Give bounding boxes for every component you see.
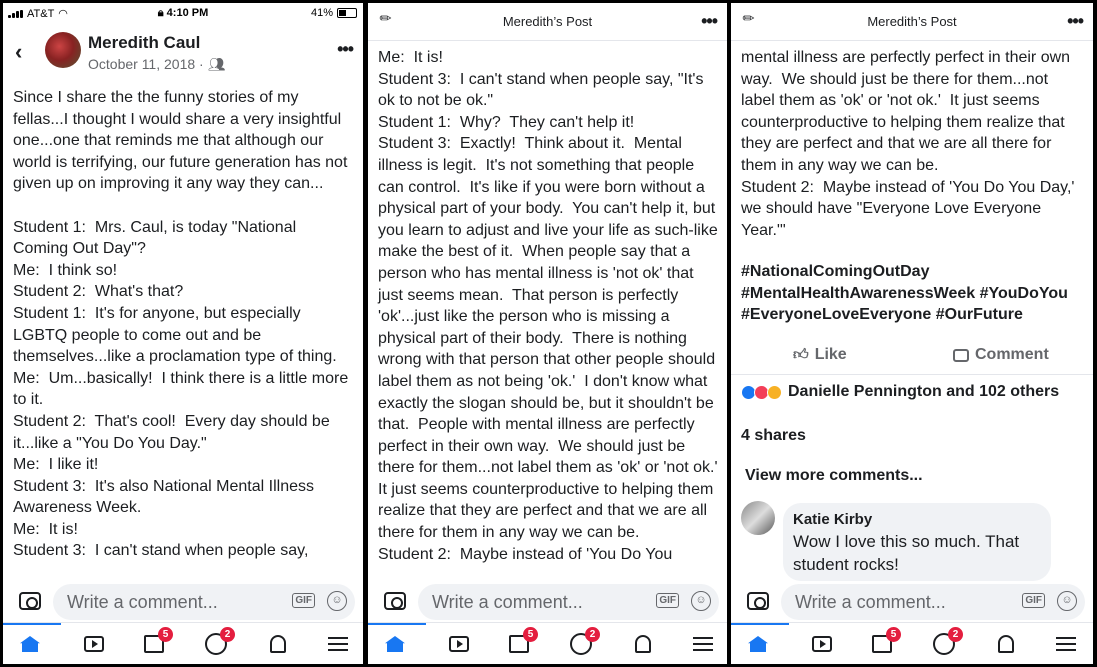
groups-icon[interactable] xyxy=(568,631,594,657)
video-icon[interactable] xyxy=(446,631,472,657)
more-options-icon[interactable]: ••• xyxy=(1067,11,1083,31)
back-icon[interactable]: ‹ xyxy=(15,39,23,64)
like-label: Like xyxy=(814,346,847,363)
bottom-nav xyxy=(368,622,727,664)
marketplace-icon[interactable] xyxy=(869,631,895,657)
bottom-nav xyxy=(731,622,1093,664)
lock-icon: 🔒︎ xyxy=(157,7,167,19)
comment-composer xyxy=(731,582,1093,622)
menu-icon[interactable] xyxy=(690,631,716,657)
comment-text: Wow I love this so much. That student rocks! xyxy=(793,532,1020,574)
post-text: Since I share the the funny stories of my fellas...I thought I would share a very insightful one...one that reminds me that although our world is terrifying, our future generation has not given up on improving it any way they can... Student 1: Mrs. Caul, is today "National Coming Out Day"? Me: I think so! Student 2: What's that? Student 1: It's for anyone, but especially LGBTQ people to come out and be themselves...like a proclamation type of thing. Me: Um...basically! I think there is a little more to it. Student 2: That's cool! Every day should be it...like a "You Do You Day." Me: I like it! Student 3: It's also National Mental Illness Awareness Week. Me: It is! Student 3: I can't stand when people say, xyxy=(13,89,349,560)
commenter-avatar[interactable] xyxy=(741,501,775,535)
emoji-icon[interactable]: ☺ xyxy=(327,591,347,611)
groups-icon[interactable] xyxy=(931,631,957,657)
comment-composer xyxy=(3,582,363,622)
reaction-label: Danielle Pennington and 102 others xyxy=(788,383,1060,400)
notifications-icon[interactable] xyxy=(993,631,1019,657)
video-icon[interactable] xyxy=(81,631,107,657)
post-date: October 11, 2018 · xyxy=(88,56,204,72)
wow-icon xyxy=(767,385,782,400)
marketplace-icon[interactable] xyxy=(506,631,532,657)
reaction-summary[interactable] xyxy=(741,383,1059,401)
status-bar xyxy=(3,3,363,23)
gif-icon[interactable]: GIF xyxy=(1022,593,1045,608)
gif-icon[interactable]: GIF xyxy=(292,593,315,608)
friends-audience-icon: 👥︎ xyxy=(207,56,226,72)
notifications-icon[interactable] xyxy=(265,631,291,657)
author-avatar[interactable] xyxy=(45,32,81,68)
battery-label: 41% xyxy=(310,7,333,19)
post-topbar xyxy=(731,3,1093,41)
comment-composer xyxy=(368,582,727,622)
emoji-icon[interactable]: ☺ xyxy=(1057,591,1077,611)
marketplace-badge: 5 xyxy=(886,627,901,642)
comment-bubble[interactable] xyxy=(783,503,1051,581)
topbar-title: Meredith’s Post xyxy=(502,14,593,29)
more-options-icon[interactable]: ••• xyxy=(337,39,353,59)
pencil-icon[interactable]: ✎ xyxy=(375,8,396,28)
pencil-icon[interactable]: ✎ xyxy=(738,8,759,28)
comment-icon xyxy=(953,349,969,362)
marketplace-badge: 5 xyxy=(523,627,538,642)
groups-badge: 2 xyxy=(585,627,600,642)
menu-icon[interactable] xyxy=(1053,631,1079,657)
battery-icon xyxy=(337,8,357,18)
camera-icon[interactable] xyxy=(747,592,769,610)
post-hashtags[interactable]: #NationalComingOutDay #MentalHealthAwarenessWeek #YouDoYou #EveryoneLoveEveryone #OurFuture xyxy=(741,263,1068,324)
camera-icon[interactable] xyxy=(19,592,41,610)
post-text: mental illness are perfectly perfect in their own way. We should just be there for them...not label them as 'ok' or 'not ok.' It just seems counterproductive to helping them realize that they are perfect and that we are all there for them in any way we can be. Student 2: Maybe instead of 'You Do You Day,' we should have "Everyone Love Everyone Year.'" xyxy=(741,49,1075,239)
post-topbar xyxy=(368,3,727,41)
groups-badge: 2 xyxy=(220,627,235,642)
home-icon[interactable] xyxy=(382,631,408,657)
wifi-icon: ◠ xyxy=(58,8,68,20)
post-header xyxy=(3,29,363,79)
comment-button[interactable] xyxy=(953,346,1049,364)
carrier-label: AT&T xyxy=(27,7,55,20)
panel-post-start xyxy=(3,3,363,664)
like-button[interactable] xyxy=(793,346,847,364)
comment-label: Comment xyxy=(975,346,1049,363)
marketplace-badge: 5 xyxy=(158,627,173,642)
home-icon[interactable] xyxy=(17,631,43,657)
emoji-icon[interactable]: ☺ xyxy=(691,591,711,611)
gif-icon[interactable]: GIF xyxy=(656,593,679,608)
status-time: 4:10 PM xyxy=(166,7,209,19)
panel-post-end xyxy=(731,3,1093,664)
active-tab-indicator xyxy=(731,623,789,625)
panel-post-middle xyxy=(368,3,727,664)
video-icon[interactable] xyxy=(809,631,835,657)
post-actions xyxy=(731,341,1093,375)
menu-icon[interactable] xyxy=(325,631,351,657)
more-options-icon[interactable]: ••• xyxy=(701,11,717,31)
groups-icon[interactable] xyxy=(203,631,229,657)
thumbs-up-icon: 👍︎ xyxy=(793,346,809,363)
camera-icon[interactable] xyxy=(384,592,406,610)
commenter-name[interactable]: Katie Kirby xyxy=(793,511,873,528)
active-tab-indicator xyxy=(368,623,426,625)
shares-count[interactable]: 4 shares xyxy=(741,427,806,444)
active-tab-indicator xyxy=(3,623,61,625)
marketplace-icon[interactable] xyxy=(141,631,167,657)
bottom-nav xyxy=(3,622,363,664)
topbar-title: Meredith’s Post xyxy=(867,14,957,29)
notifications-icon[interactable] xyxy=(630,631,656,657)
view-more-comments-link[interactable]: View more comments... xyxy=(745,467,923,484)
post-author[interactable]: Meredith Caul xyxy=(88,33,201,52)
home-icon[interactable] xyxy=(745,631,771,657)
groups-badge: 2 xyxy=(948,627,963,642)
post-text: Me: It is! Student 3: I can't stand when people say, "It's ok to not be ok." Student 1: Why? They can't help it! Student 3: Exactly! Think about it. Mental illness is legit. It's not something that people can control. It's like if you were born without a physical part of your body. You can't help it, but you learn to adjust and live your life as such-like make the best of it. When people say that a person who has mental illness is 'not ok' that just seems mean. That person is perfectly 'ok'...just like the person who is missing a physical part of their body. There is nothing wrong with that person that other people should label them as not being 'ok.' I don't know what exactly the slogan should be, but it shouldn't be that. People with mental illness are perfectly perfect in their own way. We should just be there for them...not label them as 'ok' or 'not ok.' It just seems counterproductive to helping them realize that they are perfect and that we are all there for them in any way we can be. Student 2: Maybe instead of 'You Do You xyxy=(378,49,718,563)
